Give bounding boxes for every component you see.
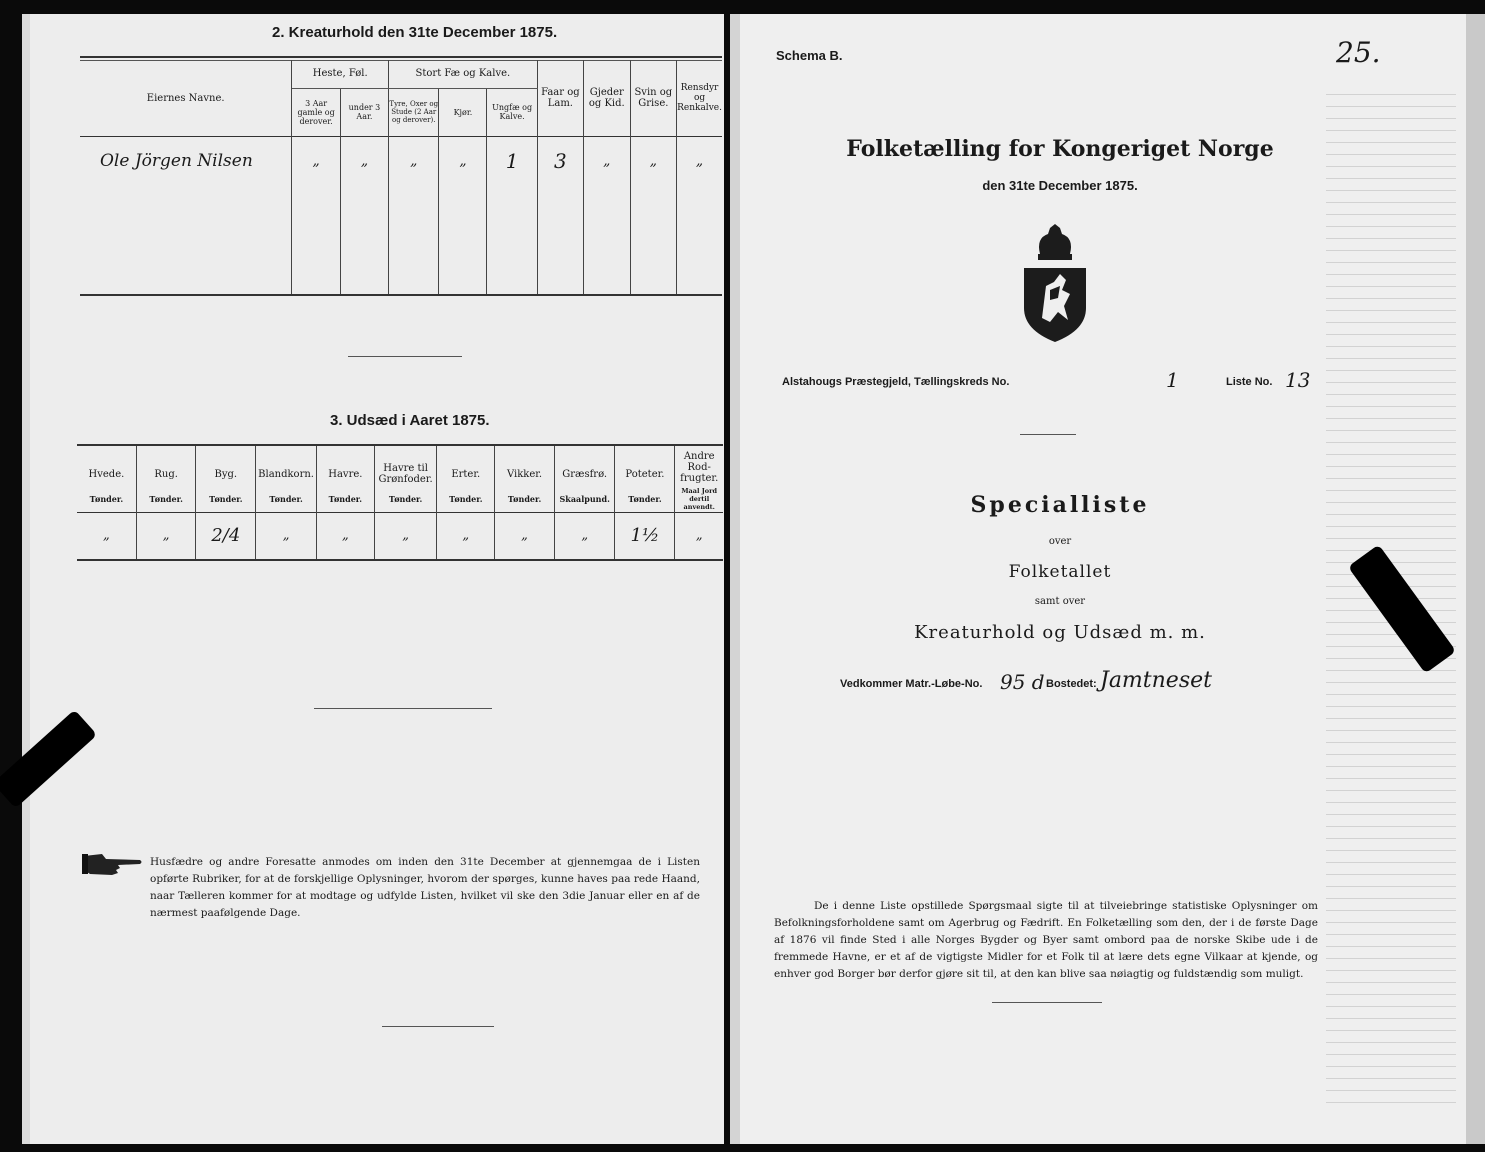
table-rule	[80, 56, 722, 58]
header-heste-a: 3 Aar gamle og derover.	[292, 88, 341, 136]
sowing-header	[316, 446, 374, 512]
header-svin: Svin og Grise.	[630, 60, 676, 136]
coat-of-arms-emblem	[1020, 224, 1090, 346]
sowing-cell: 1½	[615, 512, 675, 559]
sowing-header-unit: Tønder.	[449, 494, 483, 504]
divider	[348, 356, 462, 357]
sowing-header	[495, 446, 555, 512]
table-rule	[77, 559, 723, 561]
sowing-header	[136, 446, 196, 512]
livestock-table	[80, 60, 722, 294]
book-edge	[1466, 14, 1485, 1144]
livestock-cell: 1	[487, 136, 537, 186]
sowing-header-name: Poteter.	[625, 468, 665, 480]
sowing-header-name: Havre til Grønfoder.	[378, 463, 433, 485]
header-faar: Faar og Lam.	[537, 60, 583, 136]
header-heste-b: under 3 Aar.	[340, 88, 388, 136]
owner-name: Ole Jörgen Nilsen	[80, 136, 292, 186]
divider	[382, 1026, 494, 1027]
sowing-cell: „	[374, 512, 437, 559]
list-number: 13	[1285, 368, 1311, 392]
sowing-header-unit: Tønder.	[507, 494, 542, 504]
divider	[1020, 434, 1076, 435]
divider	[992, 1002, 1102, 1003]
table-rule	[80, 294, 722, 296]
header-rensdyr: Rensdyr og Renkalve.	[677, 83, 722, 113]
header-owner: Eiernes Navne.	[80, 60, 292, 136]
sowing-cell: „	[437, 512, 495, 559]
sowing-cell: „	[554, 512, 615, 559]
sowing-header-name: Hvede.	[88, 468, 125, 480]
bosted-label: Bostedet:	[1046, 678, 1097, 690]
main-title: Folketælling for Kongeriget Norge	[846, 136, 1274, 162]
instruction-note: Husfædre og andre Foresatte anmodes om inden den 31te December at gjennemgaa de i Listen opførte Rubriker, for at de forskjellige Oplysninger, hvorom der spørges, kunne haves paa rede Haand, naar Tælleren kommer for at modtage og udfylde Listen, hvilket vil ske den 3die Januar eller en af de nærmest paafølgende Dage.	[150, 856, 700, 919]
pointing-hand-icon	[82, 850, 144, 878]
sowing-header	[675, 446, 723, 512]
header-fae-b: Kjør.	[439, 88, 487, 136]
livestock-cell: „	[695, 153, 704, 169]
sowing-header-unit: Tønder.	[388, 494, 423, 504]
kreaturhold-heading: Kreaturhold og Udsæd m. m.	[914, 622, 1206, 643]
sowing-header-name: Erter.	[451, 468, 481, 480]
matr-label: Vedkommer Matr.-Løbe-No.	[840, 678, 983, 690]
sowing-header-unit: Tønder.	[89, 494, 124, 504]
district-number: 1	[1166, 368, 1179, 392]
header-gjeder: Gjeder og Kid.	[584, 60, 631, 136]
page-number: 25.	[1336, 36, 1381, 69]
livestock-cell: 3	[537, 136, 583, 186]
sowing-header-unit: Tønder.	[209, 494, 243, 504]
sowing-header	[77, 446, 136, 512]
sowing-header	[374, 446, 437, 512]
divider	[314, 708, 492, 709]
sowing-header-name: Andre Rod-frugter.	[680, 450, 719, 484]
header-heste: Heste, Føl.	[292, 60, 389, 88]
district-label: Alstahougs Præstegjeld, Tællingskreds No.	[782, 376, 1010, 388]
sowing-header-unit: Tønder.	[328, 494, 363, 504]
list-label: Liste No.	[1226, 376, 1273, 388]
livestock-cell: „	[340, 136, 388, 186]
header-fae-c: Ungfæ og Kalve.	[487, 88, 537, 136]
census-date: den 31te December 1875.	[982, 178, 1138, 193]
sowing-cell: „	[495, 512, 555, 559]
folketallet-heading: Folketallet	[1008, 562, 1112, 582]
section3-title: 3. Udsæd i Aaret 1875.	[330, 412, 490, 429]
sowing-cell: „	[695, 528, 703, 543]
schema-label: Schema B.	[776, 48, 843, 63]
section2-title: 2. Kreaturhold den 31te December 1875.	[272, 24, 558, 41]
sowing-header-name: Byg.	[214, 468, 238, 480]
sowing-cell: „	[77, 512, 136, 559]
sowing-header-name: Rug.	[154, 468, 178, 480]
sowing-header-name: Græsfrø.	[562, 468, 608, 480]
livestock-cell: „	[630, 136, 676, 186]
over-label: over	[1048, 536, 1072, 547]
sowing-header	[256, 446, 317, 512]
sowing-header-name: Havre.	[328, 468, 363, 480]
page-edge-shadow	[22, 14, 30, 1144]
header-fae: Stort Fæ og Kalve.	[389, 60, 538, 88]
sowing-header-unit: Tønder.	[628, 494, 662, 504]
sowing-header	[437, 446, 495, 512]
sowing-header-name: Blandkorn.	[258, 468, 314, 480]
footer-paragraph: De i denne Liste opstillede Spørgsmaal sigte til at tilveiebringe statistiske Oplysninger om Befolkningsforholdene samt om Agerbrug og Fædrift. En Folketælling som den, der i de første Dage af 1876 vil finde Sted i alle Norges Bygder og Byer samt ombord paa de norske Skibe ude i de fremmede Havne, er et af de vigtigste Midler for et Folk til at lære dets egne Vilkaar at kjende, og enhver god Borger bør derfor gjøre sit til, at den kan blive saa nøiagtig og fuldstændig som muligt.	[774, 900, 1318, 980]
livestock-cell: „	[439, 136, 487, 186]
livestock-cell: „	[292, 136, 341, 186]
sowing-header	[554, 446, 615, 512]
sowing-header-unit: Tønder.	[149, 494, 183, 504]
sowing-cell: 2/4	[196, 512, 256, 559]
sowing-cell: „	[256, 512, 317, 559]
matr-value: 95 d	[1000, 670, 1045, 694]
sowing-header-unit: Tønder.	[269, 494, 303, 504]
sowing-table	[77, 446, 723, 559]
bosted-value: Jamtneset	[1100, 668, 1212, 693]
sowing-header-name: Vikker.	[506, 468, 543, 480]
header-fae-a: Tyre, Oxer og Stude (2 Aar og derover).	[389, 88, 439, 136]
sowing-header	[615, 446, 675, 512]
sowing-header-unit: Maal Jord dertil anvendt.	[681, 487, 718, 511]
sowing-header	[196, 446, 256, 512]
livestock-cell: „	[389, 136, 439, 186]
samt-over-label: samt over	[1034, 596, 1086, 607]
sowing-header-unit: Skaalpund.	[559, 494, 610, 504]
left-page	[22, 14, 724, 1144]
specialliste-heading: Specialliste	[970, 492, 1150, 518]
sowing-cell: „	[136, 512, 196, 559]
sowing-cell: „	[316, 512, 374, 559]
livestock-cell: „	[584, 136, 631, 186]
